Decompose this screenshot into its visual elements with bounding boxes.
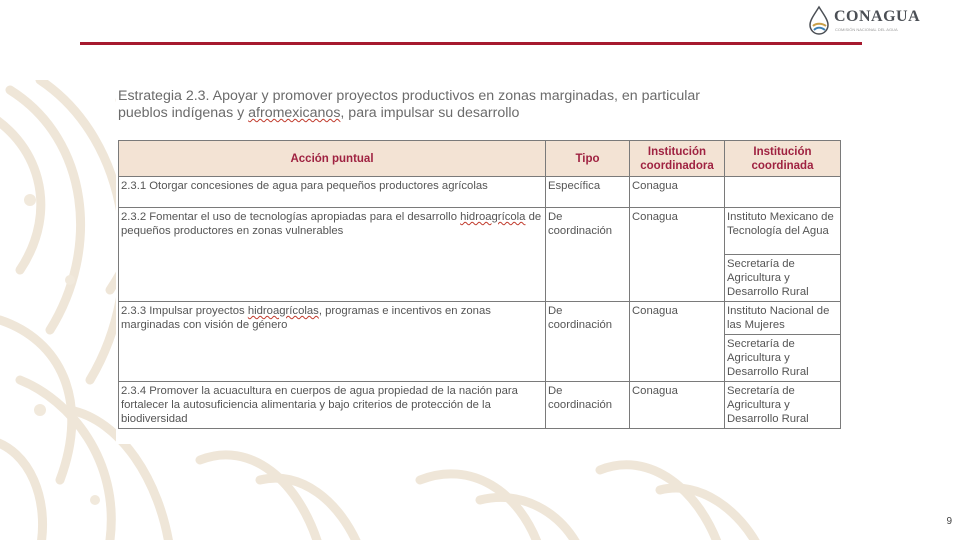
spellcheck-flagged-word: afromexicanos bbox=[248, 105, 341, 121]
table-row bbox=[119, 208, 841, 255]
cell-coordinada: Secretaría de Agricultura y Desarrollo Rural bbox=[725, 255, 841, 302]
header-accent-line bbox=[80, 42, 862, 45]
strategy-slide-image bbox=[116, 84, 842, 444]
water-drop-emblem-icon bbox=[806, 5, 832, 35]
cell-tipo: De coordinación bbox=[546, 302, 630, 382]
heading-line2 bbox=[118, 105, 840, 122]
spellcheck-flagged-word: hidroagrícolas bbox=[247, 305, 319, 317]
cell-coordinada: Secretaría de Agricultura y Desarrollo Rural bbox=[725, 335, 841, 382]
heading-text: pueblos indígenas y bbox=[118, 105, 249, 121]
page-number: 9 bbox=[946, 516, 952, 527]
spellcheck-flagged-word: hidroagrícola bbox=[460, 211, 526, 223]
strategy-actions-table bbox=[118, 140, 841, 429]
cell-accion-text-end: , programas e incentivos en zonas marginadas con visión de género bbox=[121, 305, 491, 331]
strategy-heading bbox=[118, 88, 840, 122]
cell-coordinada: Secretaría de Agricultura y Desarrollo Rural bbox=[725, 382, 841, 429]
table-row bbox=[119, 177, 841, 208]
cell-coordinada: Instituto Nacional de las Mujeres bbox=[725, 302, 841, 335]
cell-coordinadora: Conagua bbox=[630, 208, 725, 302]
cell-accion: 2.3.4 Promover la acuacultura en cuerpos de agua propiedad de la nación para fortalecer la autosuficiencia alimentaria y bajo criterios de protección de la biodiversidad bbox=[119, 382, 546, 429]
cell-accion-text: 2.3.2 Fomentar el uso de tecnologías apropiadas para el desarrollo bbox=[121, 211, 461, 223]
heading-text-end: , para impulsar su desarrollo bbox=[340, 105, 520, 121]
cell-coordinadora: Conagua bbox=[630, 177, 725, 208]
cell-accion: 2.3.1 Otorgar concesiones de agua para pequeños productores agrícolas bbox=[119, 177, 546, 208]
column-header-coordinadora: Institución coordinadora bbox=[630, 141, 725, 177]
column-header-accion: Acción puntual bbox=[119, 141, 546, 177]
table-header-row bbox=[119, 141, 841, 177]
brand-name: CONAGUA bbox=[834, 8, 921, 25]
brand-subtitle: COMISIÓN NACIONAL DEL AGUA bbox=[835, 27, 898, 32]
cell-tipo: De coordinación bbox=[546, 382, 630, 429]
cell-tipo: Específica bbox=[546, 177, 630, 208]
cell-tipo: De coordinación bbox=[546, 208, 630, 302]
table-row bbox=[119, 382, 841, 429]
column-header-coordinada: Institución coordinada bbox=[725, 141, 841, 177]
cell-coordinada bbox=[725, 177, 841, 208]
cell-accion bbox=[119, 208, 546, 302]
heading-line1: Estrategia 2.3. Apoyar y promover proyectos productivos en zonas marginadas, en particular bbox=[118, 88, 700, 104]
cell-accion-text: 2.3.3 Impulsar proyectos bbox=[121, 305, 248, 317]
cell-coordinadora: Conagua bbox=[630, 302, 725, 382]
cell-accion bbox=[119, 302, 546, 382]
cell-accion-text-end: de pequeños productores en zonas vulnerables bbox=[121, 211, 542, 237]
cell-coordinadora: Conagua bbox=[630, 382, 725, 429]
column-header-tipo: Tipo bbox=[546, 141, 630, 177]
table-row bbox=[119, 302, 841, 335]
conagua-logo bbox=[806, 5, 946, 35]
cell-coordinada: Instituto Mexicano de Tecnología del Agua bbox=[725, 208, 841, 255]
